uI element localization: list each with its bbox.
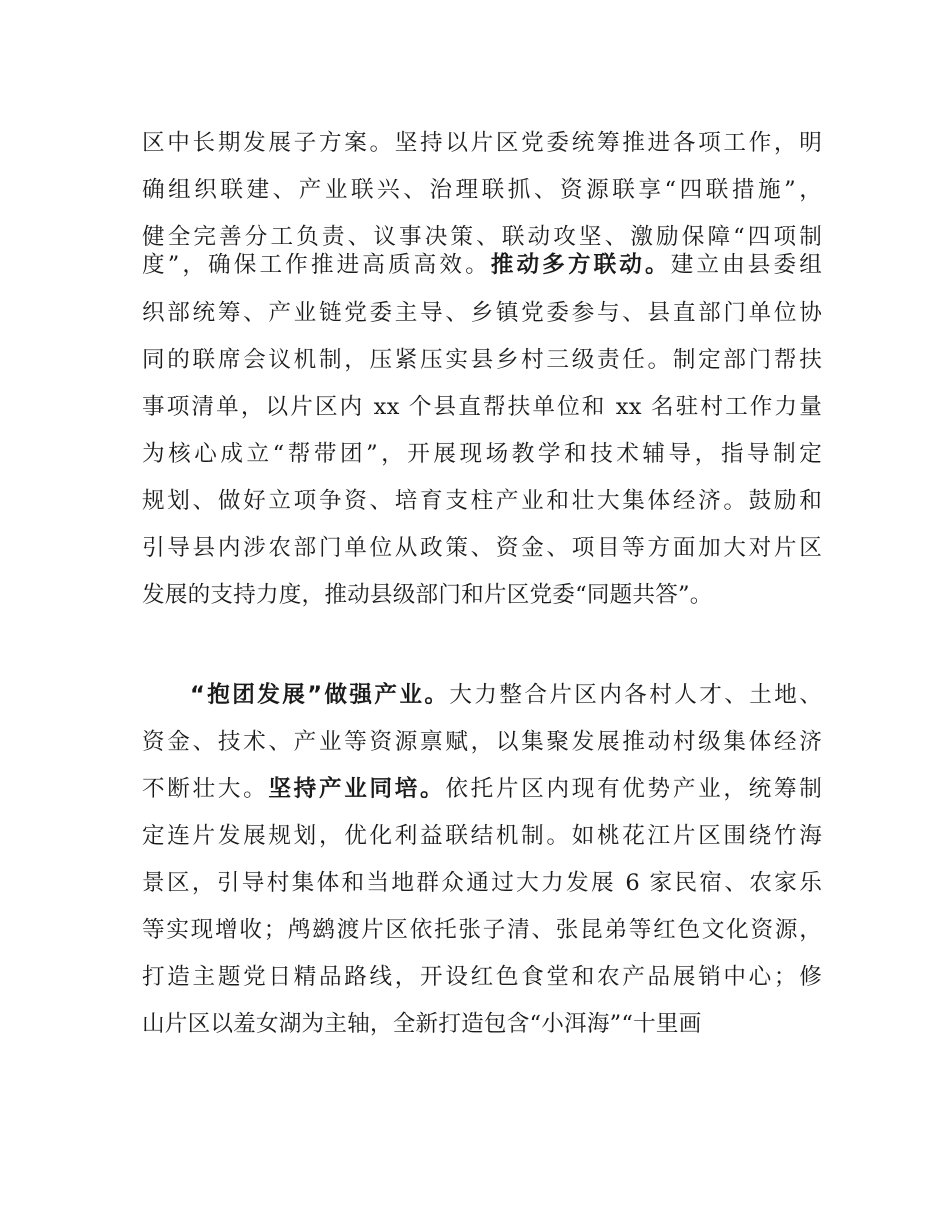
text-line-mixed (142, 774, 822, 804)
text-line: 为核心成立“帮带团”，开展现场教学和技术辅导，指导制定 (142, 441, 822, 467)
bold-heading: 推动多方联动。 (490, 252, 671, 278)
bold-heading: 坚持产业同培。 (268, 776, 446, 802)
text-line-mixed (142, 250, 822, 280)
text-line: 山片区以羞女湖为主轴，全新打造包含“小洱海”“十里画 (142, 1011, 702, 1037)
text-run: 度”，确保工作推进高质高效。 (142, 252, 491, 278)
text-line: 规划、做好立项争资、培育支柱产业和壮大集体经济。鼓励和 (142, 488, 822, 514)
text-line: 景区，引导村集体和当地群众通过大力发展 6 家民宿、农家乐 (142, 870, 822, 896)
text-line-mixed (190, 680, 822, 710)
text-line: 引导县内涉农部门单位从政策、资金、项目等方面加大对片区 (142, 535, 822, 561)
text-line: 资金、技术、产业等资源禀赋，以集聚发展推动村级集体经济 (142, 729, 822, 755)
text-line: 确组织联建、产业联兴、治理联抓、资源联享“四联措施”， (142, 177, 822, 203)
text-run: 大力整合片区内各村人才、土地、 (449, 682, 822, 708)
text-line: 事项清单，以片区内 xx 个县直帮扶单位和 xx 名驻村工作力量 (142, 394, 822, 420)
text-line: 定连片发展规划，优化利益联结机制。如桃花江片区围绕竹海 (142, 823, 822, 849)
text-run: 建立由县委组 (670, 252, 823, 278)
text-run: 不断壮大。 (142, 776, 269, 802)
text-line: 打造主题党日精品路线，开设红色食堂和农产品展销中心；修 (142, 964, 822, 990)
text-run: 依托片区内现有优势产业，统筹制 (445, 776, 823, 802)
text-line: 等实现增收；鸬鹚渡片区依托张子清、张昆弟等红色文化资源， (142, 917, 822, 943)
section-heading: “抱团发展”做强产业。 (190, 682, 450, 708)
text-line: 织部统筹、产业链党委主导、乡镇党委参与、县直部门单位协 (142, 300, 822, 326)
text-line: 健全完善分工负责、议事决策、联动攻坚、激励保障“四项制 (142, 224, 822, 250)
text-line: 发展的支持力度，推动县级部门和片区党委“同题共答”。 (142, 582, 713, 608)
text-line: 同的联席会议机制，压紧压实县乡村三级责任。制定部门帮扶 (142, 347, 822, 373)
text-line: 区中长期发展子方案。坚持以片区党委统筹推进各项工作，明 (142, 130, 822, 156)
